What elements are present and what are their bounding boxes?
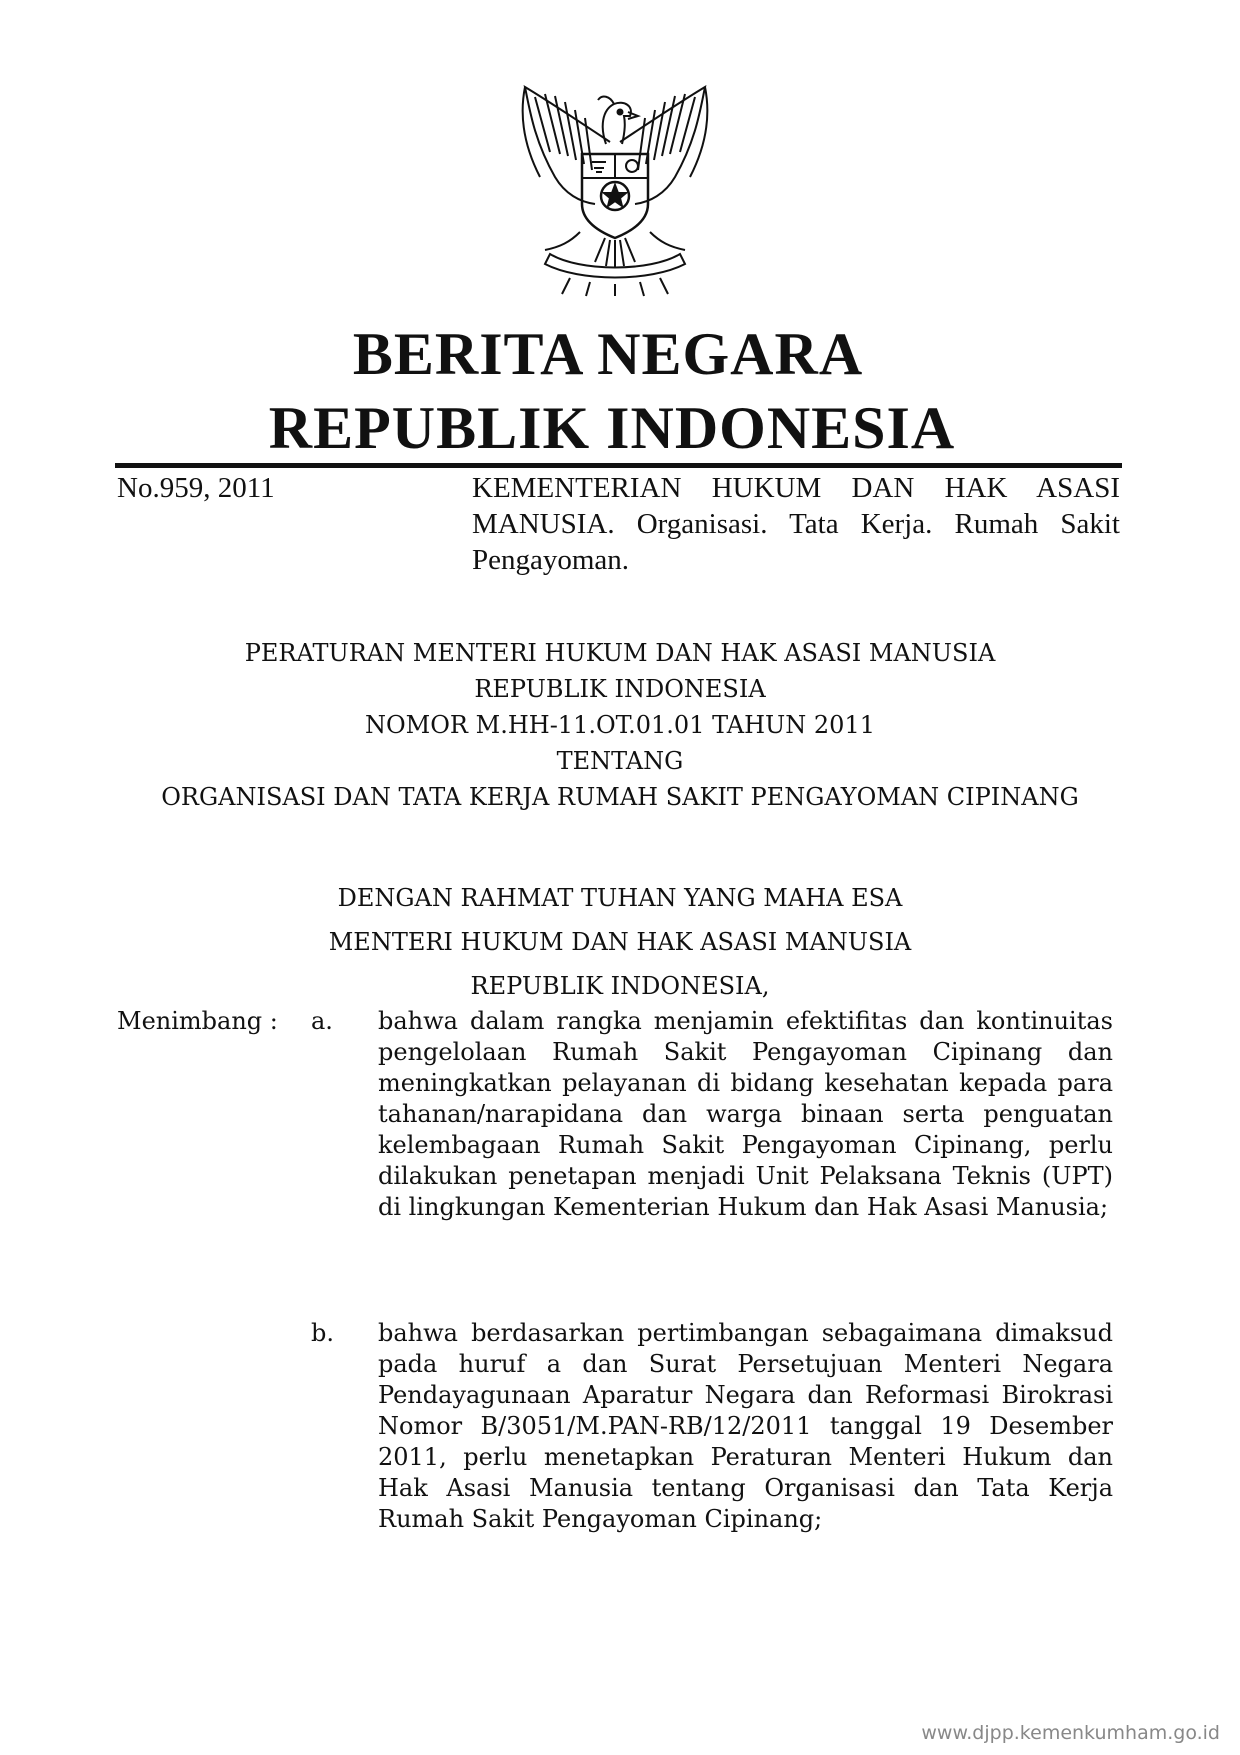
regulation-heading — [0, 635, 1240, 815]
title-divider — [115, 463, 1122, 468]
regulation-heading-line: NOMOR M.HH-11.OT.01.01 TAHUN 2011 — [365, 711, 875, 739]
considering-item-letter: a. — [311, 1007, 333, 1035]
considering-item-text: bahwa dalam rangka menjamin efektifitas dan kontinuitas pengelolaan Rumah Sakit Pengayoman Cipinang dan meningkatkan pelayanan di bidang kesehatan kepada para tahanan/narapidana dan warga binaan serta penguatan kelembagaan Rumah Sakit Pengayoman Cipinang, perlu dilakukan penetapan menjadi Unit Pelaksana Teknis (UPT) di lingkungan Kementerian Hukum dan Hak Asasi Manusia; — [378, 1007, 1113, 1221]
regulation-heading-line: ORGANISASI DAN TATA KERJA RUMAH SAKIT PENGAYOMAN CIPINANG — [161, 783, 1079, 811]
gazette-subject: KEMENTERIAN HUKUM DAN HAK ASASI MANUSIA. Organisasi. Tata Kerja. Rumah Sakit Pengayoman. — [472, 472, 1120, 576]
regulation-heading-line: PERATURAN MENTERI HUKUM DAN HAK ASASI MANUSIA — [244, 639, 996, 667]
considering-item-letter: b. — [311, 1319, 334, 1347]
website-watermark: www.djpp.kemenkumham.go.id — [921, 1722, 1220, 1744]
garuda-emblem-icon — [510, 82, 720, 297]
considering-item-text: bahwa berdasarkan pertimbangan sebagaimana dimaksud pada huruf a dan Surat Persetujuan Menteri Negara Pendayagunaan Aparatur Negara dan Reformasi Birokrasi Nomor B/3051/M.PAN-RB/12/2011 tanggal 19 Desember 2011, perlu menetapkan Peraturan Menteri Hukum dan Hak Asasi Manusia tentang Organisasi dan Tata Kerja Rumah Sakit Pengayoman Cipinang; — [378, 1319, 1113, 1533]
preamble-line: DENGAN RAHMAT TUHAN YANG MAHA ESA — [337, 884, 903, 912]
considering-label: Menimbang : — [117, 1007, 278, 1035]
preamble-line: MENTERI HUKUM DAN HAK ASASI MANUSIA — [328, 928, 912, 956]
regulation-heading-line: REPUBLIK INDONESIA — [474, 675, 766, 703]
preamble-line: REPUBLIK INDONESIA, — [470, 972, 770, 1000]
preamble — [0, 876, 1240, 1008]
gazette-title-line2: REPUBLIK INDONESIA — [268, 395, 956, 461]
regulation-heading-line: TENTANG — [556, 747, 684, 775]
gazette-number: No.959, 2011 — [117, 472, 275, 504]
gazette-title-line1: BERITA NEGARA — [352, 321, 864, 387]
